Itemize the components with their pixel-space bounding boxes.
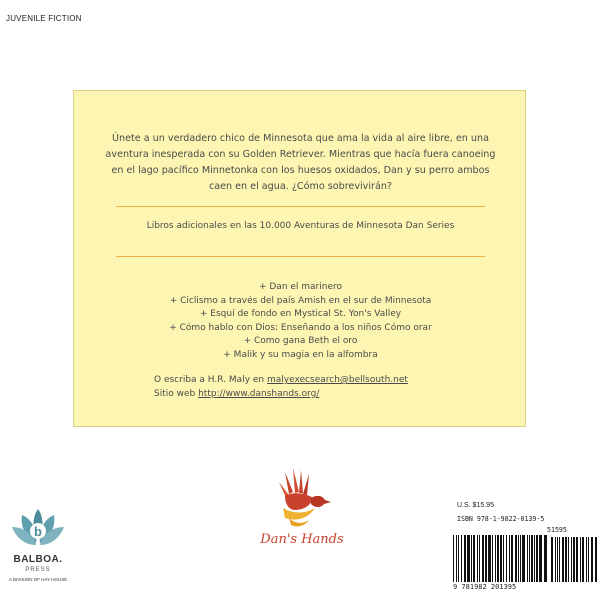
publisher-sub: PRESS (25, 567, 51, 573)
description-panel (73, 90, 526, 427)
contact-write-label: O escriba a H.R. Maly en (154, 375, 267, 385)
book-list (94, 281, 507, 363)
dans-hands-logo (260, 462, 344, 562)
price-label: U.S. $15.95 (457, 502, 494, 509)
book-blurb: Únete a un verdadero chico de Minnesota que ama la vida al aire libre, en una aventura inesperada con su Golden Retriever. Mientras que hacía fuera canoeing en el lago pacífico Minnetonka con los huesos oxidados, Dan y su perro ambos caen en el agua. ¿Cómo sobrevivirán? (105, 133, 496, 192)
barcode-addon: 51595 (547, 526, 567, 534)
additional-books-heading: Libros adicionales en las 10.000 Aventuras de Minnesota Dan Series (146, 221, 455, 231)
divider (116, 256, 485, 257)
lotus-icon (8, 505, 68, 553)
hand-bird-icon (265, 462, 337, 534)
list-item: + Ciclismo a través del país Amish en el sur de Minnesota (169, 295, 432, 306)
barcode-icon (451, 527, 599, 582)
email-link[interactable]: malyexecsearch@bellsouth.net (266, 375, 408, 385)
publisher-name: BALBOA. (13, 554, 63, 565)
list-item: + Esquí de fondo en Mystical St. Yon's Valley (199, 309, 402, 320)
svg-text:b: b (34, 524, 42, 539)
isbn-label: ISBN 978-1-9822-0139-5 (457, 515, 545, 523)
contact-info (154, 374, 474, 401)
divider (116, 206, 485, 207)
list-item: + Como gana Beth el oro (243, 336, 358, 347)
website-link[interactable]: http://www.danshands.org/ (198, 388, 320, 399)
list-item: + Cómo hablo con Dios: Enseñando a los niños Cómo orar (169, 322, 432, 333)
list-item: + Dan el marinero (258, 282, 343, 292)
publisher-division: A DIVISION OF HAY HOUSE (8, 577, 68, 582)
list-item: + Malik y su magia en la alfombra (223, 349, 378, 360)
publisher-logo (8, 505, 68, 590)
logo-text: Dan's Hands (260, 532, 344, 547)
barcode-number: 9 781982 201395 (453, 583, 517, 591)
category-label: JUVENILE FICTION (6, 14, 82, 23)
website-label: Sitio web (154, 388, 199, 399)
barcode-block (449, 500, 600, 600)
